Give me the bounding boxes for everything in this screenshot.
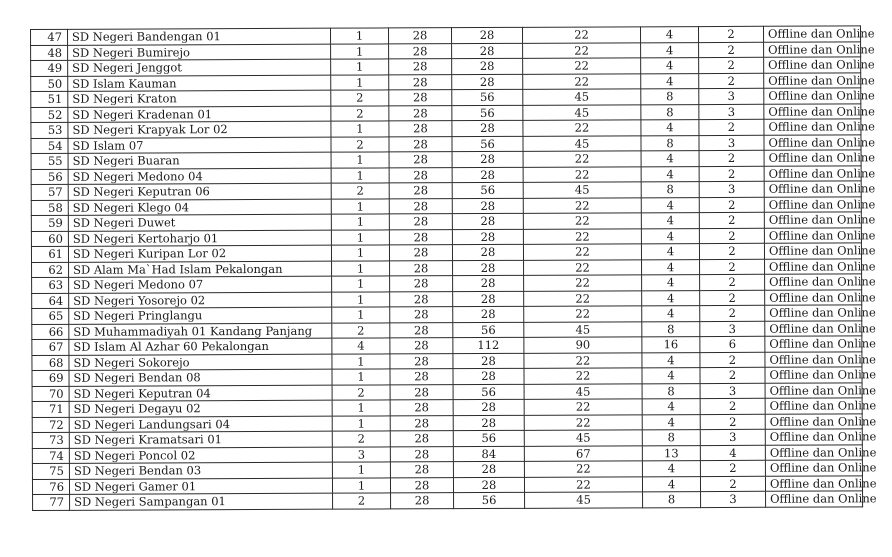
col-1-cell: 1 xyxy=(332,291,390,307)
col-3-cell: 28 xyxy=(453,353,524,369)
col-6-cell: 2 xyxy=(699,150,764,166)
col-3-cell: 28 xyxy=(453,461,524,477)
school-name-cell: SD Islam Kauman xyxy=(68,75,331,92)
col-1-cell: 1 xyxy=(331,59,389,75)
table-body xyxy=(31,26,877,510)
col-5-cell: 8 xyxy=(641,182,699,198)
school-name-cell: SD Negeri Kramatsari 01 xyxy=(69,431,332,448)
school-name-cell: SD Negeri Duwet xyxy=(68,214,331,231)
col-6-cell: 2 xyxy=(700,414,765,430)
col-2-cell: 28 xyxy=(389,198,452,214)
col-4-cell: 22 xyxy=(524,275,642,291)
col-3-cell: 28 xyxy=(452,43,523,59)
col-1-cell: 1 xyxy=(332,415,390,431)
school-name-cell: SD Negeri Klego 04 xyxy=(68,199,331,216)
school-name-cell: SD Negeri Yosorejo 02 xyxy=(69,292,332,309)
col-2-cell: 28 xyxy=(389,167,452,183)
col-6-cell: 2 xyxy=(700,460,765,476)
col-1-cell: 1 xyxy=(332,307,390,323)
col-2-cell: 28 xyxy=(389,74,452,90)
row-number-cell: 61 xyxy=(31,246,68,262)
col-6-cell: 3 xyxy=(700,429,765,445)
col-3-cell: 56 xyxy=(452,182,523,198)
col-4-cell: 22 xyxy=(524,461,642,477)
mode-cell: Offline dan Online xyxy=(765,367,862,383)
col-6-cell: 3 xyxy=(699,181,764,197)
col-6-cell: 2 xyxy=(699,197,764,213)
col-3-cell: 28 xyxy=(453,415,524,431)
col-2-cell: 28 xyxy=(389,59,452,75)
col-2-cell: 28 xyxy=(389,121,452,137)
row-number-cell: 65 xyxy=(32,308,69,324)
mode-cell: Offline dan Online xyxy=(763,26,860,42)
school-name-cell: SD Negeri Kradenan 01 xyxy=(68,106,331,123)
col-2-cell: 28 xyxy=(390,431,453,447)
row-number-cell: 53 xyxy=(31,122,68,138)
row-number-cell: 67 xyxy=(32,339,69,355)
col-2-cell: 28 xyxy=(389,229,452,245)
school-name-cell: SD Negeri Poncol 02 xyxy=(69,447,332,464)
col-3-cell: 56 xyxy=(452,136,523,152)
col-4-cell: 22 xyxy=(522,27,640,43)
row-number-cell: 69 xyxy=(32,370,69,386)
col-5-cell: 16 xyxy=(642,337,700,353)
col-4-cell: 45 xyxy=(523,135,641,151)
col-1-cell: 1 xyxy=(332,276,390,292)
col-5-cell: 4 xyxy=(641,151,699,167)
col-5-cell: 4 xyxy=(642,290,700,306)
col-4-cell: 45 xyxy=(524,321,642,337)
col-1-cell: 2 xyxy=(332,384,390,400)
col-5-cell: 8 xyxy=(641,89,699,105)
col-6-cell: 2 xyxy=(700,476,765,492)
col-3-cell: 28 xyxy=(452,244,523,260)
col-3-cell: 112 xyxy=(453,337,524,353)
mode-cell: Offline dan Online xyxy=(764,181,861,197)
col-1-cell: 1 xyxy=(331,245,389,261)
mode-cell: Offline dan Online xyxy=(764,72,861,88)
col-3-cell: 56 xyxy=(454,492,525,508)
row-number-cell: 62 xyxy=(32,262,69,278)
col-5-cell: 13 xyxy=(642,445,700,461)
col-2-cell: 28 xyxy=(389,214,452,230)
col-3-cell: 28 xyxy=(453,260,524,276)
school-name-cell: SD Negeri Sokorejo xyxy=(69,354,332,371)
row-number-cell: 52 xyxy=(31,107,68,123)
col-1-cell: 1 xyxy=(331,152,389,168)
col-1-cell: 1 xyxy=(332,462,390,478)
col-4-cell: 22 xyxy=(523,197,641,213)
col-3-cell: 56 xyxy=(452,105,523,121)
row-number-cell: 75 xyxy=(32,463,69,479)
col-4-cell: 22 xyxy=(524,414,642,430)
col-4-cell: 22 xyxy=(523,151,641,167)
col-1-cell: 1 xyxy=(332,400,390,416)
col-5-cell: 4 xyxy=(641,42,699,58)
mode-cell: Offline dan Online xyxy=(765,274,862,290)
col-5-cell: 8 xyxy=(641,135,699,151)
col-3-cell: 28 xyxy=(453,368,524,384)
col-1-cell: 1 xyxy=(330,28,388,44)
col-2-cell: 28 xyxy=(389,43,452,59)
mode-cell: Offline dan Online xyxy=(764,150,861,166)
col-3-cell: 28 xyxy=(453,306,524,322)
col-1-cell: 2 xyxy=(331,105,389,121)
school-name-cell: SD Negeri Gamer 01 xyxy=(69,478,332,495)
row-number-cell: 64 xyxy=(32,293,69,309)
col-4-cell: 22 xyxy=(523,244,641,260)
col-5-cell: 4 xyxy=(640,27,698,43)
school-name-cell: SD Negeri Kertoharjo 01 xyxy=(68,230,331,247)
col-5-cell: 4 xyxy=(641,58,699,74)
col-4-cell: 22 xyxy=(523,58,641,74)
row-number-cell: 55 xyxy=(31,153,68,169)
col-4-cell: 22 xyxy=(523,213,641,229)
col-3-cell: 56 xyxy=(453,322,524,338)
col-3-cell: 28 xyxy=(452,74,523,90)
col-6-cell: 3 xyxy=(699,135,764,151)
school-name-cell: SD Negeri Keputran 04 xyxy=(69,385,332,402)
mode-cell: Offline dan Online xyxy=(765,258,862,274)
col-1-cell: 1 xyxy=(332,477,390,493)
col-5-cell: 8 xyxy=(642,430,700,446)
school-name-cell: SD Negeri Bendan 08 xyxy=(69,369,332,386)
col-5-cell: 4 xyxy=(641,120,699,136)
col-1-cell: 2 xyxy=(331,136,389,152)
school-name-cell: SD Negeri Degayu 02 xyxy=(69,400,332,417)
row-number-cell: 73 xyxy=(32,432,69,448)
col-1-cell: 1 xyxy=(331,214,389,230)
col-5-cell: 8 xyxy=(643,492,701,508)
col-1-cell: 2 xyxy=(331,90,389,106)
col-4-cell: 22 xyxy=(523,73,641,89)
col-1-cell: 1 xyxy=(331,167,389,183)
row-number-cell: 49 xyxy=(31,60,68,76)
col-6-cell: 3 xyxy=(699,88,764,104)
col-3-cell: 84 xyxy=(453,446,524,462)
mode-cell: Offline dan Online xyxy=(765,398,862,414)
row-number-cell: 54 xyxy=(31,138,68,154)
school-name-cell: SD Negeri Krapyak Lor 02 xyxy=(68,121,331,138)
school-name-cell: SD Negeri Sampangan 01 xyxy=(70,493,333,510)
col-2-cell: 28 xyxy=(390,384,453,400)
col-3-cell: 28 xyxy=(452,213,523,229)
school-table-sheet xyxy=(30,25,877,510)
col-1-cell: 1 xyxy=(331,74,389,90)
col-4-cell: 45 xyxy=(524,430,642,446)
col-4-cell: 22 xyxy=(524,290,642,306)
row-number-cell: 57 xyxy=(31,184,68,200)
row-number-cell: 63 xyxy=(32,277,69,293)
mode-cell: Offline dan Online xyxy=(765,320,862,336)
col-1-cell: 2 xyxy=(333,493,391,509)
col-6-cell: 3 xyxy=(701,491,766,507)
school-name-cell: SD Negeri Medono 04 xyxy=(68,168,331,185)
col-1-cell: 4 xyxy=(332,338,390,354)
row-number-cell: 66 xyxy=(32,324,69,340)
col-6-cell: 2 xyxy=(699,212,764,228)
col-5-cell: 8 xyxy=(642,321,700,337)
col-2-cell: 28 xyxy=(390,400,453,416)
mode-cell: Offline dan Online xyxy=(764,243,861,259)
school-name-cell: SD Negeri Kuripan Lor 02 xyxy=(68,245,331,262)
col-4-cell: 67 xyxy=(524,445,642,461)
col-6-cell: 3 xyxy=(700,383,765,399)
row-number-cell: 68 xyxy=(32,355,69,371)
col-6-cell: 2 xyxy=(699,228,764,244)
col-4-cell: 45 xyxy=(523,182,641,198)
col-2-cell: 28 xyxy=(389,152,452,168)
col-2-cell: 28 xyxy=(390,415,453,431)
col-2-cell: 28 xyxy=(389,245,452,261)
col-2-cell: 28 xyxy=(390,260,453,276)
mode-cell: Offline dan Online xyxy=(765,351,862,367)
col-2-cell: 28 xyxy=(390,353,453,369)
row-number-cell: 50 xyxy=(31,76,68,92)
col-5-cell: 4 xyxy=(641,166,699,182)
col-4-cell: 22 xyxy=(523,228,641,244)
col-4-cell: 45 xyxy=(523,104,641,120)
col-2-cell: 28 xyxy=(390,477,453,493)
school-name-cell: SD Islam Al Azhar 60 Pekalongan xyxy=(69,338,332,355)
row-number-cell: 71 xyxy=(32,401,69,417)
row-number-cell: 76 xyxy=(32,479,69,495)
table-row xyxy=(33,491,863,510)
school-name-cell: SD Negeri Buaran xyxy=(68,152,331,169)
col-4-cell: 22 xyxy=(523,166,641,182)
row-number-cell: 51 xyxy=(31,91,68,107)
col-5-cell: 4 xyxy=(642,352,700,368)
mode-cell: Offline dan Online xyxy=(764,134,861,150)
col-3-cell: 28 xyxy=(451,27,522,43)
mode-cell: Offline dan Online xyxy=(764,103,861,119)
col-2-cell: 28 xyxy=(390,276,453,292)
col-2-cell: 28 xyxy=(390,462,453,478)
col-3-cell: 28 xyxy=(453,275,524,291)
school-name-cell: SD Negeri Jenggot xyxy=(68,59,331,76)
col-2-cell: 28 xyxy=(390,369,453,385)
mode-cell: Offline dan Online xyxy=(765,429,862,445)
col-5-cell: 4 xyxy=(641,244,699,260)
school-name-cell: SD Negeri Kraton xyxy=(68,90,331,107)
mode-cell: Offline dan Online xyxy=(764,57,861,73)
col-2-cell: 28 xyxy=(391,493,454,509)
col-3-cell: 28 xyxy=(453,399,524,415)
col-5-cell: 4 xyxy=(642,275,700,291)
col-4-cell: 22 xyxy=(524,476,642,492)
col-6-cell: 4 xyxy=(700,445,765,461)
col-2-cell: 28 xyxy=(389,183,452,199)
col-5-cell: 4 xyxy=(642,461,700,477)
col-3-cell: 28 xyxy=(452,151,523,167)
mode-cell: Offline dan Online xyxy=(765,382,862,398)
col-2-cell: 28 xyxy=(390,291,453,307)
col-6-cell: 2 xyxy=(699,166,764,182)
col-6-cell: 2 xyxy=(700,290,765,306)
row-number-cell: 72 xyxy=(32,417,69,433)
mode-cell: Offline dan Online xyxy=(764,227,861,243)
col-3-cell: 56 xyxy=(453,430,524,446)
col-5-cell: 4 xyxy=(641,197,699,213)
school-name-cell: SD Negeri Medono 07 xyxy=(69,276,332,293)
col-6-cell: 2 xyxy=(700,259,765,275)
school-name-cell: SD Muhammadiyah 01 Kandang Panjang xyxy=(69,323,332,340)
col-3-cell: 28 xyxy=(452,167,523,183)
mode-cell: Offline dan Online xyxy=(765,413,862,429)
col-4-cell: 22 xyxy=(524,368,642,384)
col-6-cell: 2 xyxy=(700,367,765,383)
col-3-cell: 28 xyxy=(452,120,523,136)
col-5-cell: 4 xyxy=(642,414,700,430)
row-number-cell: 74 xyxy=(32,448,69,464)
col-1-cell: 1 xyxy=(331,121,389,137)
col-1-cell: 3 xyxy=(332,446,390,462)
col-6-cell: 2 xyxy=(699,42,764,58)
col-4-cell: 22 xyxy=(524,399,642,415)
mode-cell: Offline dan Online xyxy=(765,475,862,491)
col-6-cell: 2 xyxy=(699,57,764,73)
col-6-cell: 2 xyxy=(700,352,765,368)
col-6-cell: 3 xyxy=(699,104,764,120)
col-4-cell: 45 xyxy=(525,492,643,508)
col-1-cell: 1 xyxy=(332,260,390,276)
col-3-cell: 28 xyxy=(452,58,523,74)
col-2-cell: 28 xyxy=(390,307,453,323)
mode-cell: Offline dan Online xyxy=(765,289,862,305)
col-1-cell: 1 xyxy=(332,353,390,369)
col-3-cell: 56 xyxy=(452,89,523,105)
mode-cell: Offline dan Online xyxy=(764,196,861,212)
row-number-cell: 47 xyxy=(31,29,68,45)
col-5-cell: 8 xyxy=(641,104,699,120)
school-name-cell: SD Negeri Bandengan 01 xyxy=(68,28,331,45)
col-2-cell: 28 xyxy=(389,136,452,152)
mode-cell: Offline dan Online xyxy=(764,212,861,228)
col-2-cell: 28 xyxy=(390,446,453,462)
col-4-cell: 90 xyxy=(524,337,642,353)
row-number-cell: 58 xyxy=(31,200,68,216)
row-number-cell: 60 xyxy=(31,231,68,247)
school-name-cell: SD Negeri Keputran 06 xyxy=(68,183,331,200)
row-number-cell: 77 xyxy=(33,494,70,510)
col-1-cell: 2 xyxy=(332,322,390,338)
col-6-cell: 2 xyxy=(699,73,764,89)
mode-cell: Offline dan Online xyxy=(765,305,862,321)
row-number-cell: 59 xyxy=(31,215,68,231)
col-3-cell: 28 xyxy=(452,198,523,214)
col-1-cell: 1 xyxy=(331,43,389,59)
mode-cell: Offline dan Online xyxy=(764,88,861,104)
school-name-cell: SD Islam 07 xyxy=(68,137,331,154)
school-name-cell: SD Negeri Bendan 03 xyxy=(69,462,332,479)
row-number-cell: 56 xyxy=(31,169,68,185)
col-6-cell: 2 xyxy=(699,243,764,259)
mode-cell: Offline dan Online xyxy=(764,41,861,57)
mode-cell: Offline dan Online xyxy=(764,119,861,135)
col-1-cell: 2 xyxy=(331,183,389,199)
col-4-cell: 22 xyxy=(523,120,641,136)
mode-cell: Offline dan Online xyxy=(765,460,862,476)
col-2-cell: 28 xyxy=(389,105,452,121)
col-1-cell: 1 xyxy=(331,229,389,245)
school-table xyxy=(30,25,877,510)
col-5-cell: 4 xyxy=(642,399,700,415)
col-4-cell: 22 xyxy=(524,259,642,275)
col-4-cell: 45 xyxy=(524,383,642,399)
school-name-cell: SD Negeri Pringlangu xyxy=(69,307,332,324)
mode-cell: Offline dan Online xyxy=(764,165,861,181)
col-5-cell: 4 xyxy=(641,73,699,89)
col-2-cell: 28 xyxy=(390,322,453,338)
col-6-cell: 2 xyxy=(698,26,763,42)
col-3-cell: 28 xyxy=(453,477,524,493)
col-4-cell: 22 xyxy=(524,352,642,368)
col-6-cell: 2 xyxy=(700,398,765,414)
mode-cell: Offline dan Online xyxy=(765,444,862,460)
col-3-cell: 56 xyxy=(453,384,524,400)
row-number-cell: 48 xyxy=(31,45,68,61)
col-6-cell: 2 xyxy=(700,305,765,321)
col-1-cell: 2 xyxy=(332,431,390,447)
col-5-cell: 4 xyxy=(642,476,700,492)
col-5-cell: 4 xyxy=(642,306,700,322)
col-3-cell: 28 xyxy=(453,291,524,307)
col-5-cell: 4 xyxy=(641,228,699,244)
col-3-cell: 28 xyxy=(452,229,523,245)
col-2-cell: 28 xyxy=(388,28,451,44)
col-4-cell: 22 xyxy=(524,306,642,322)
col-4-cell: 45 xyxy=(523,89,641,105)
col-5-cell: 4 xyxy=(642,368,700,384)
col-6-cell: 2 xyxy=(699,119,764,135)
col-2-cell: 28 xyxy=(389,90,452,106)
col-4-cell: 22 xyxy=(523,42,641,58)
mode-cell: Offline dan Online xyxy=(765,336,862,352)
school-name-cell: SD Negeri Bumirejo xyxy=(68,44,331,61)
col-5-cell: 8 xyxy=(642,383,700,399)
col-1-cell: 1 xyxy=(332,369,390,385)
row-number-cell: 70 xyxy=(32,386,69,402)
col-6-cell: 2 xyxy=(700,274,765,290)
col-5-cell: 4 xyxy=(641,213,699,229)
col-6-cell: 3 xyxy=(700,321,765,337)
school-name-cell: SD Alam Ma`Had Islam Pekalongan xyxy=(69,261,332,278)
col-1-cell: 1 xyxy=(331,198,389,214)
mode-cell: Offline dan Online xyxy=(766,491,863,507)
col-6-cell: 6 xyxy=(700,336,765,352)
col-2-cell: 28 xyxy=(390,338,453,354)
col-5-cell: 4 xyxy=(642,259,700,275)
school-name-cell: SD Negeri Landungsari 04 xyxy=(69,416,332,433)
